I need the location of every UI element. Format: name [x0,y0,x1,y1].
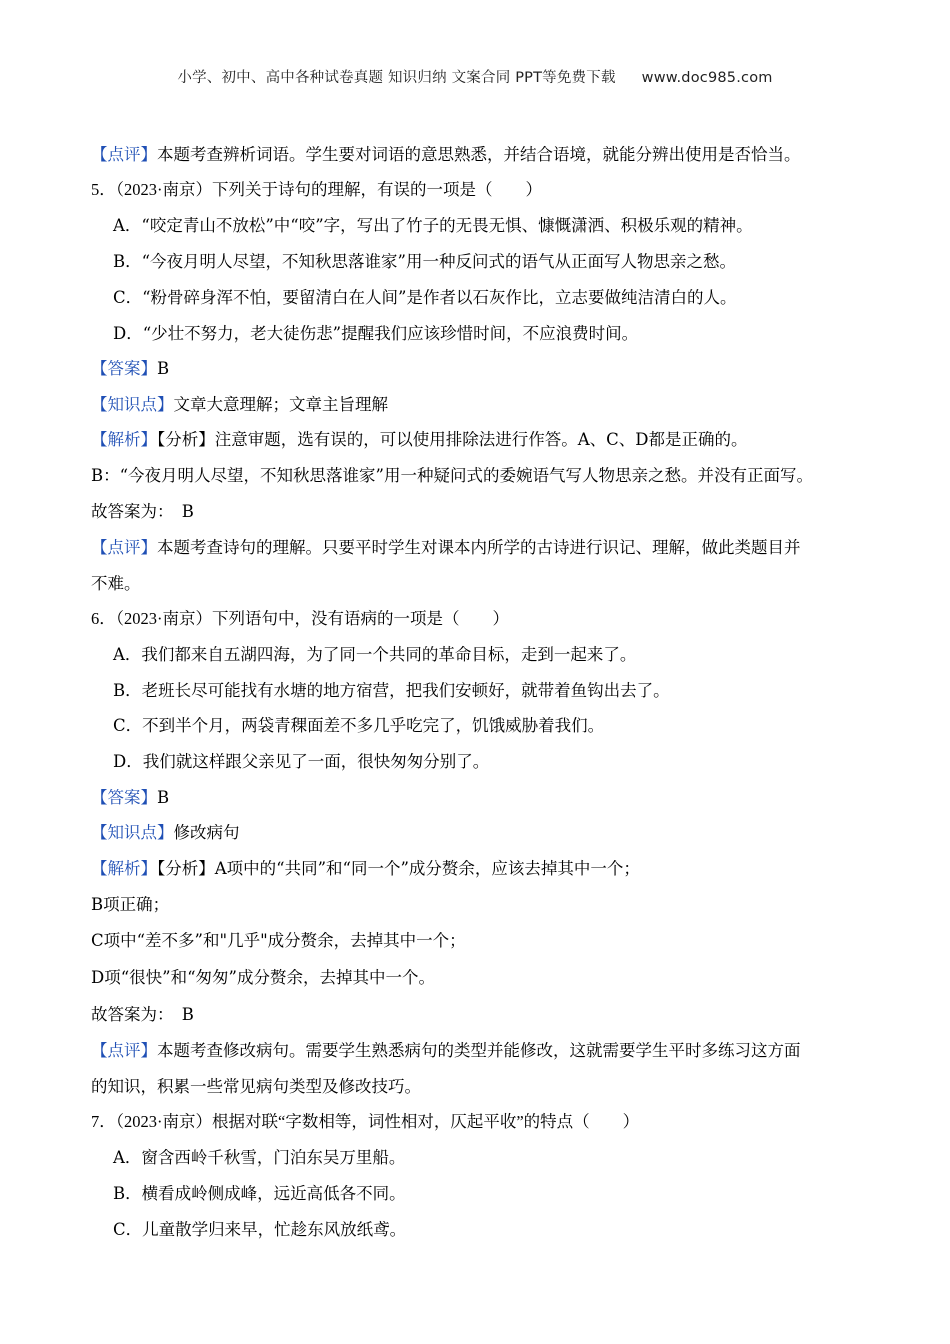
q6-final-answer: 故答案为： B [91,1005,194,1024]
q5-analysis-line2: B：“今夜月明人尽望，不知秋思落谁家”用一种疑问式的委婉语气写人物思亲之愁。并没有正面写。 [91,466,813,485]
q7-option-a: A．窗含西岭千秋雪，门泊东吴万里船。 [113,1148,406,1167]
q7-stem: 7．（2023·南京）根据对联“字数相等，词性相对，仄起平收”的特点（ ） [91,1112,640,1131]
q6-review: 【点评】本题考查修改病句。需要学生熟悉病句的类型并能修改，这就需要学生平时多练习这方面 [91,1041,801,1060]
header-site-link[interactable]: www.doc985.com [641,70,773,86]
q6-answer: 【答案】B [91,788,170,807]
q6-analysis: 【解析】【分析】A项中的“共同”和“同一个”成分赘余，应该去掉其中一个； [91,859,640,878]
q5-answer: 【答案】B [91,359,170,378]
q5-review: 【点评】本题考查诗句的理解。只要平时学生对课本内所学的古诗进行识记、理解，做此类题目并 [91,538,801,557]
q6-option-a: A．我们都来自五湖四海，为了同一个共同的革命目标，走到一起来了。 [113,645,637,664]
q5-final-answer: 故答案为： B [91,502,194,521]
q6-analysis-line4: D项“很快”和“匆匆”成分赘余，去掉其中一个。 [91,968,435,987]
q6-option-c: C．不到半个月，两袋青稞面差不多几乎吃完了，饥饿威胁着我们。 [113,716,605,735]
q6-option-b: B．老班长尽可能找有水塘的地方宿营，把我们安顿好，就带着鱼钩出去了。 [113,681,670,700]
q7-option-c: C．儿童散学归来早，忙趁东风放纸鸢。 [113,1220,407,1239]
header-text: 小学、初中、高中各种试卷真题 知识归纳 文案合同 PPT等免费下载 [177,70,616,86]
q5-option-a: A．“咬定青山不放松”中“咬”字，写出了竹子的无畏无惧、慷慨潇洒、积极乐观的精神。 [113,216,753,235]
q5-option-c: C．“粉骨碎身浑不怕，要留清白在人间”是作者以石灰作比，立志要做纯洁清白的人。 [113,288,737,307]
q6-option-d: D．我们就这样跟父亲见了一面，很快匆匆分别了。 [113,752,490,771]
q5-analysis: 【解析】【分析】注意审题，选有误的，可以使用排除法进行作答。A、C、D都是正确的。 [91,430,748,449]
q7-option-b: B．横看成岭侧成峰，远近高低各不同。 [113,1184,406,1203]
q5-stem: 5．（2023·南京）下列关于诗句的理解，有误的一项是（ ） [91,180,542,199]
prev-review-line: 【点评】本题考查辨析词语。学生要对词语的意思熟悉，并结合语境，就能分辨出使用是否恰当。 [91,145,801,164]
q6-stem: 6．（2023·南京）下列语句中，没有语病的一项是（ ） [91,609,509,628]
q6-analysis-line3: C项中“差不多”和"几乎"成分赘余，去掉其中一个； [91,931,466,950]
q5-option-b: B．“今夜月明人尽望，不知秋思落谁家”用一种反问式的语气从正面写人物思亲之愁。 [113,252,736,271]
q5-knowledge: 【知识点】文章大意理解；文章主旨理解 [91,395,388,414]
q6-review-line2: 的知识，积累一些常见病句类型及修改技巧。 [91,1077,421,1096]
q6-analysis-line2: B项正确； [91,895,170,914]
q5-review-line2: 不难。 [91,574,141,593]
q5-option-d: D．“少壮不努力，老大徒伤悲”提醒我们应该珍惜时间，不应浪费时间。 [113,324,639,343]
q6-knowledge: 【知识点】修改病句 [91,823,240,842]
page-header [0,66,950,87]
